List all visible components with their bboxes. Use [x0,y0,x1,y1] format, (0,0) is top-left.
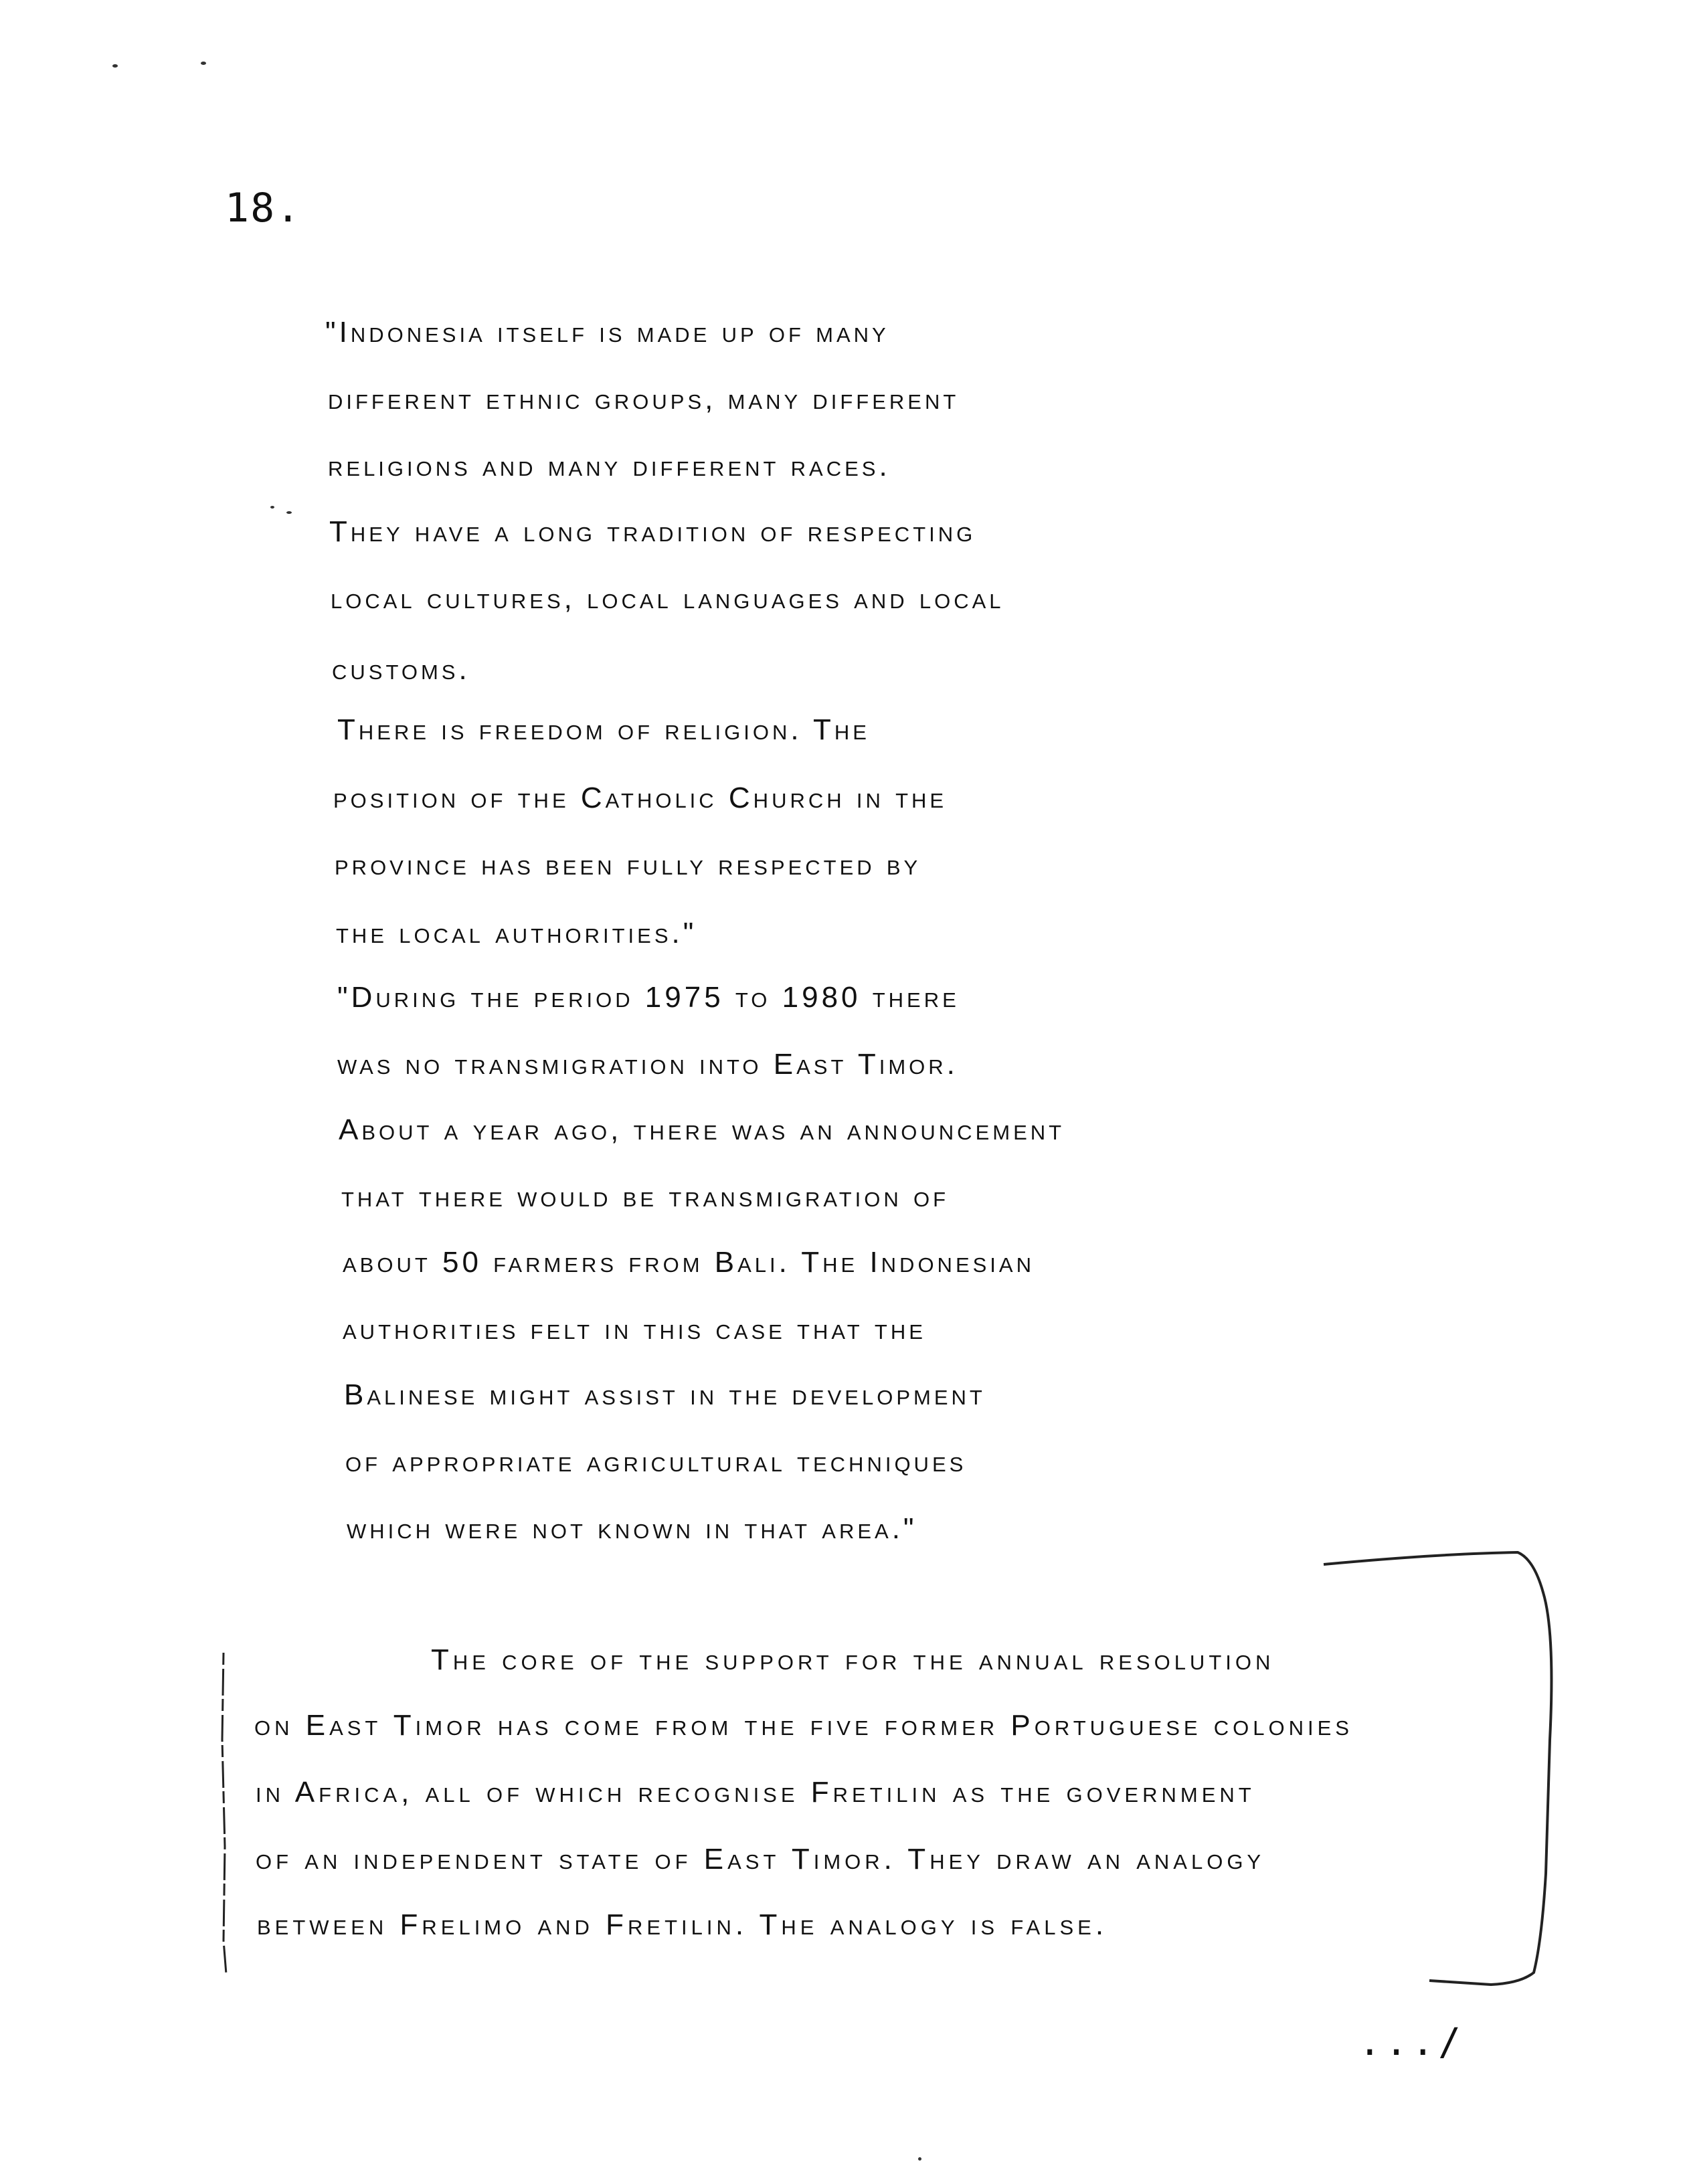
quote-line: province has been fully respected by [335,848,921,881]
quote-line: of appropriate agricultural techniques [345,1445,967,1478]
page-number: 18. [225,185,302,232]
quote-line: There is freedom of religion. The [337,713,870,746]
quote-line: local cultures, local languages and local [331,582,1004,615]
quote-line: was no transmigration into East Timor. [337,1048,958,1081]
paragraph-line: of an independent state of East Timor. They draw an analogy [256,1843,1265,1876]
quote-line: that there would be transmigration of [341,1180,950,1213]
quote-line: About a year ago, there was an announcement [339,1113,1065,1146]
paragraph-line: The core of the support for the annual resolution [431,1643,1275,1676]
scan-speck [201,62,206,65]
quote-line: position of the Catholic Church in the [333,782,948,814]
scan-speck [112,64,118,68]
quote-line: customs. [332,653,470,686]
quote-line: about 50 farmers from Bali. The Indonesian [343,1246,1035,1279]
paragraph-line: on East Timor has come from the five former Portuguese colonies [254,1709,1353,1742]
scan-speck [286,511,292,514]
continuation-mark: .../ [1358,2021,1465,2064]
scan-speck [270,506,274,509]
paragraph-line: in Africa, all of which recognise Fretilin as the government [256,1776,1255,1809]
paragraph-line: between Frelimo and Fretilin. The analogy is false. [257,1908,1108,1941]
quote-line: authorities felt in this case that the [343,1313,926,1346]
quote-line: different ethnic groups, many different [328,383,960,416]
quote-line: which were not known in that area." [347,1512,917,1545]
quote-line: "During the period 1975 to 1980 there [337,981,960,1014]
quote-line: They have a long tradition of respecting [329,515,976,548]
scan-speck [918,2157,921,2161]
quote-line: the local authorities." [336,917,697,949]
quote-line: Balinese might assist in the development [344,1378,986,1411]
quote-line: religions and many different races. [328,450,891,482]
quote-line: "Indonesia itself is made up of many [325,316,889,349]
